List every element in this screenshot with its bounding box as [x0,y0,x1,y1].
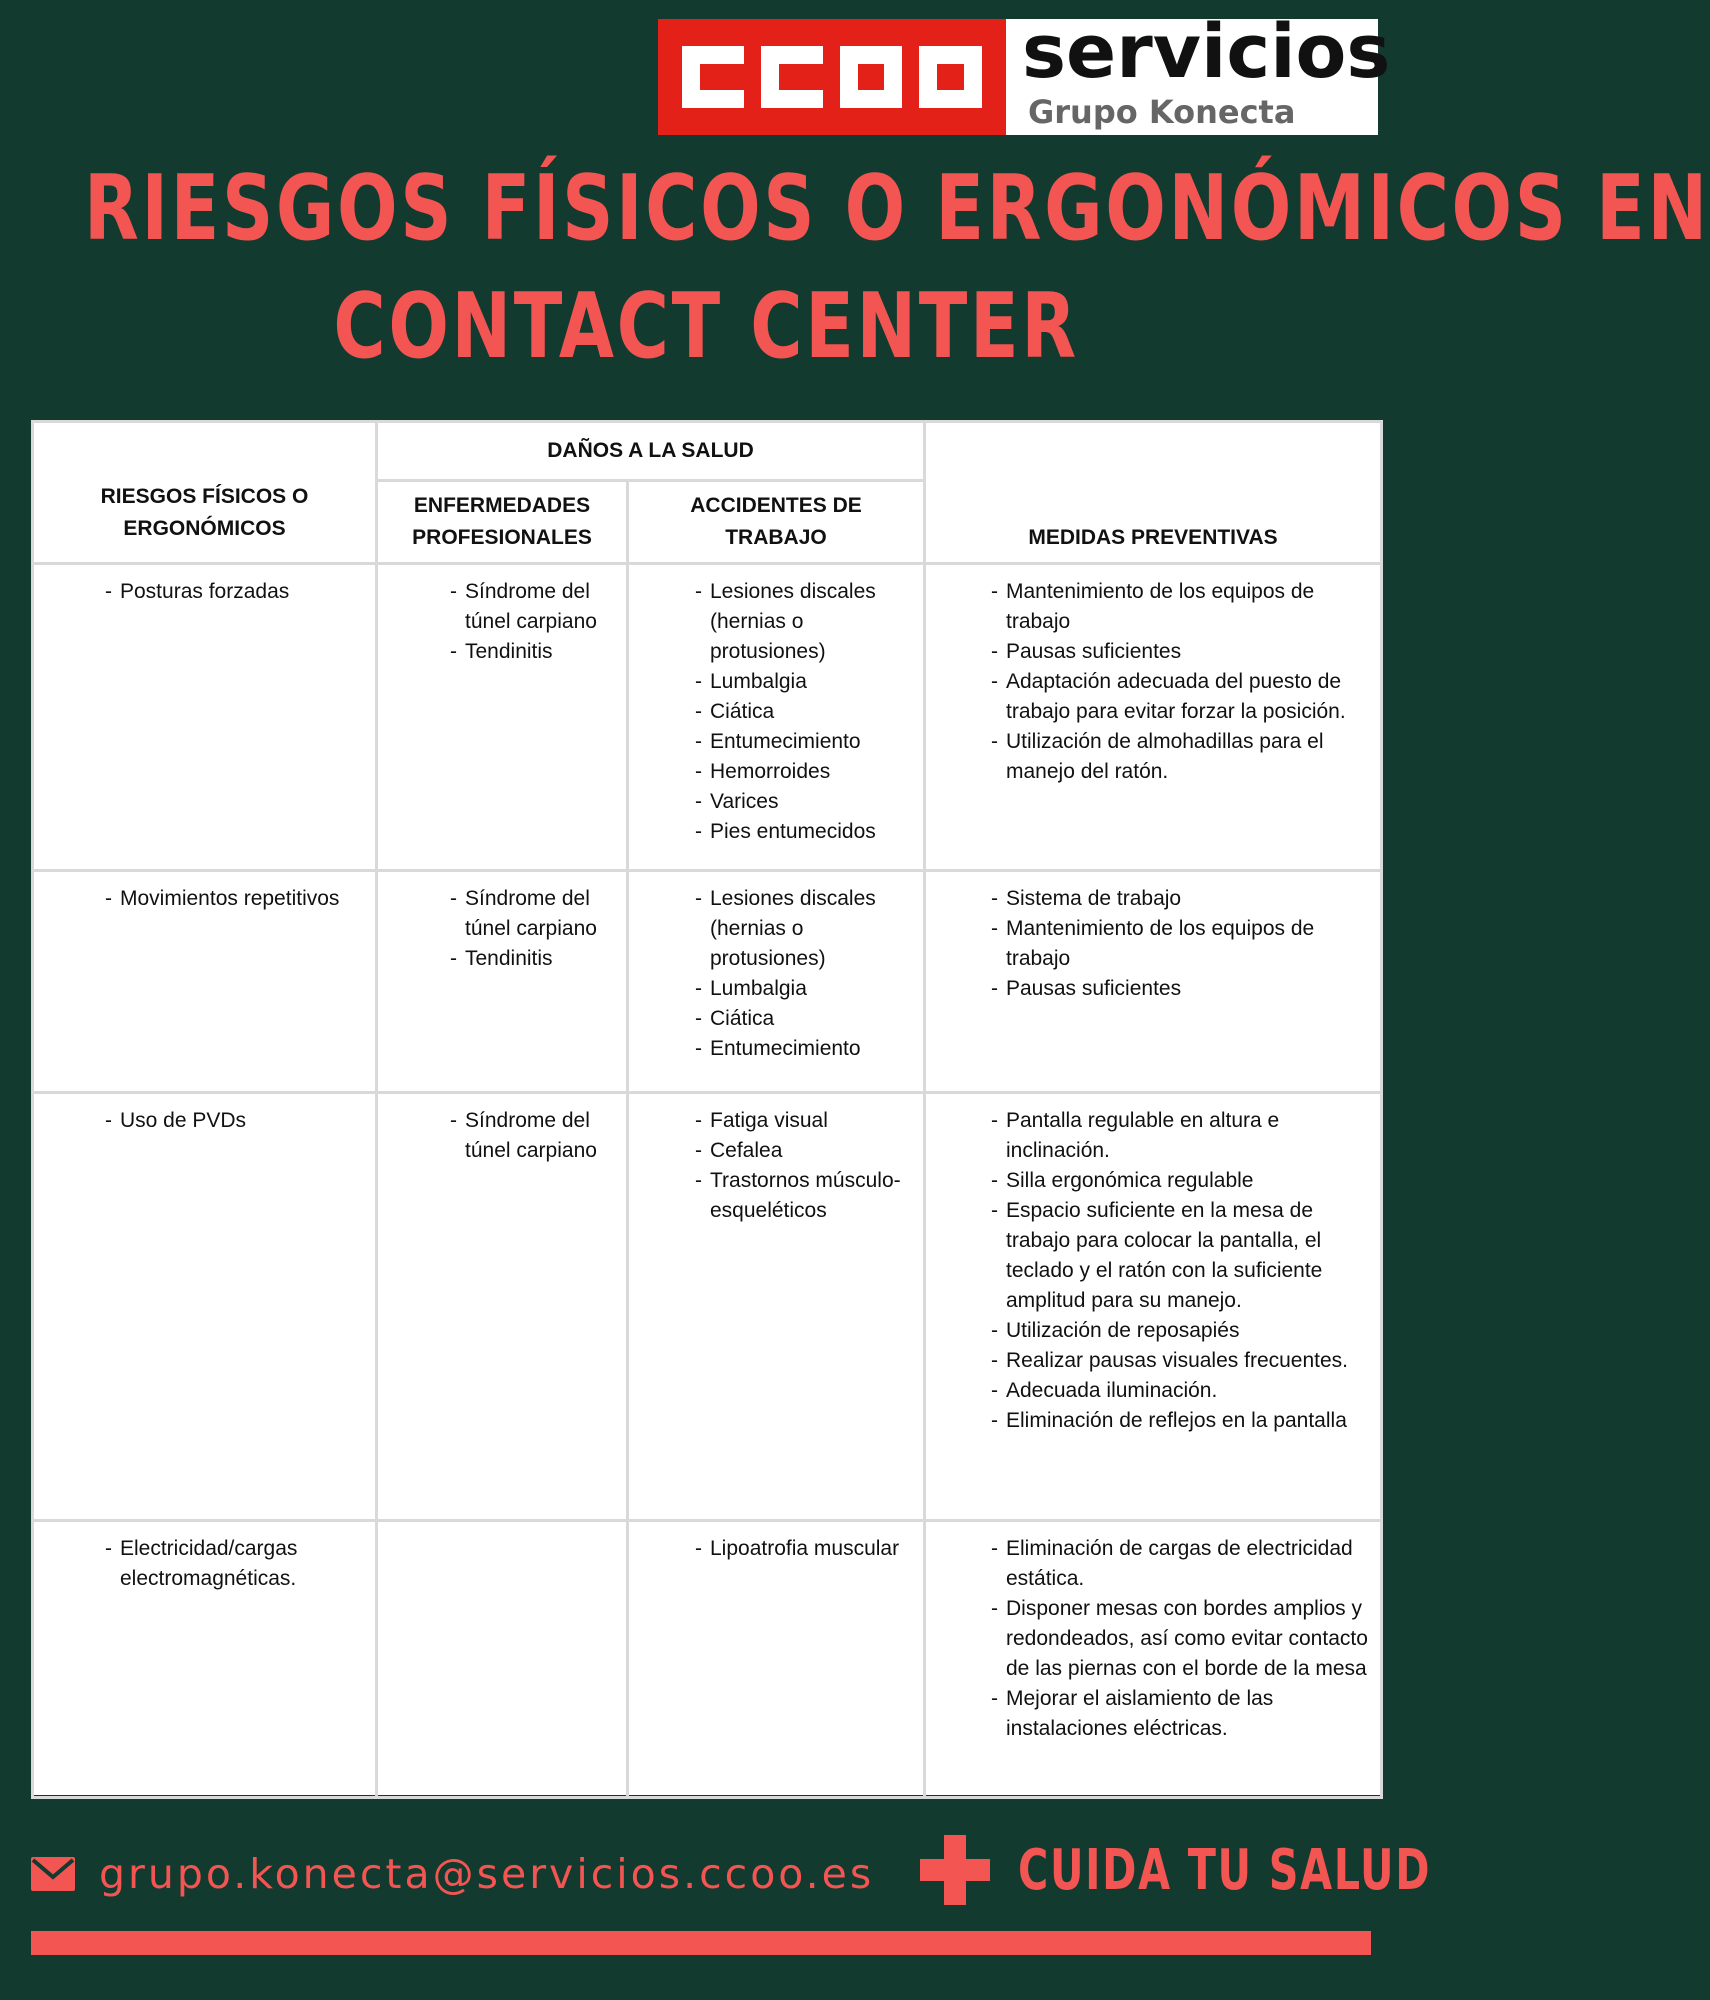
risk-cell [33,871,377,1093]
risk-table [31,420,1383,1799]
list-item: - Lesiones discales (hernias o protusiones) [695,884,913,974]
list-item: - Posturas forzadas [105,577,365,607]
list-item: - Tendinitis [450,637,616,667]
header-measures: MEDIDAS PREVENTIVAS [925,422,1382,564]
risk-cell [33,564,377,871]
ccoo-letters-icon [682,46,982,108]
list-item: - Adecuada iluminación. [991,1376,1370,1406]
header-risks [33,422,377,564]
table-row [33,871,1382,1093]
measures-cell [925,1521,1382,1798]
list-item: - Ciática [695,1004,913,1034]
list-item: - Entumecimiento [695,1034,913,1064]
cross-icon [920,1835,990,1905]
list-item: - Tendinitis [450,944,616,974]
diseases-list [450,884,616,974]
diseases-cell [377,1093,628,1521]
logo-subtitle: Grupo Konecta [1028,93,1296,131]
risk-list [105,1534,365,1594]
accidents-list [695,1106,913,1226]
slogan-text: CUIDA TU SALUD [1018,1837,1432,1903]
header-accidents [628,481,925,564]
list-item: - Pausas suficientes [991,637,1370,667]
header-diseases [377,481,628,564]
measures-list [991,884,1370,1004]
list-item: - Adaptación adecuada del puesto de trabajo para evitar forzar la posición. [991,667,1370,727]
accidents-cell [628,1521,925,1798]
accidents-cell [628,871,925,1093]
measures-cell [925,564,1382,871]
list-item: - Mejorar el aislamiento de las instalaciones eléctricas. [991,1684,1370,1744]
list-item: - Ciática [695,697,913,727]
accidents-list [695,577,913,847]
list-item: - Pantalla regulable en altura e inclinación. [991,1106,1370,1166]
list-item: - Síndrome del túnel carpiano [450,577,616,637]
risk-cell [33,1521,377,1798]
mail-icon [31,1857,75,1891]
header-risks-label: RIESGOS FÍSICOS O ERGONÓMICOS [100,484,309,540]
list-item: - Disponer mesas con bordes amplios y redondeados, así como evitar contacto de las piernas con el borde de la mesa [991,1594,1370,1684]
risk-list [105,1106,365,1136]
list-item: - Realizar pausas visuales frecuentes. [991,1346,1370,1376]
list-item: - Electricidad/cargas electromagnéticas. [105,1534,365,1594]
accidents-list [695,1534,913,1564]
ccoo-servicios-logo [658,9,1391,135]
measures-cell [925,871,1382,1093]
footer-email[interactable] [31,1839,874,1909]
measures-list [991,577,1370,787]
footer-divider-bar [31,1931,1371,1955]
list-item: - Movimientos repetitivos [105,884,365,914]
list-item: - Mantenimiento de los equipos de trabajo [991,577,1370,637]
risk-list [105,884,365,914]
table-row [33,564,1382,871]
list-item: - Utilización de reposapiés [991,1316,1370,1346]
measures-cell [925,1093,1382,1521]
accidents-list [695,884,913,1064]
list-item: - Lipoatrofia muscular [695,1534,913,1564]
logo-word: servicios [1022,9,1391,95]
diseases-cell [377,564,628,871]
list-item: - Fatiga visual [695,1106,913,1136]
title-line-2: CONTACT CENTER [333,274,1079,379]
list-item: - Pausas suficientes [991,974,1370,1004]
measures-list [991,1106,1370,1436]
ccoo-logo-mark [658,19,1006,135]
risk-table-container [31,420,1380,1795]
list-item: - Lumbalgia [695,974,913,1004]
list-item: - Uso de PVDs [105,1106,365,1136]
list-item: - Lumbalgia [695,667,913,697]
list-item: - Cefalea [695,1136,913,1166]
measures-list [991,1534,1370,1744]
footer-slogan [920,1830,1522,1910]
risk-list [105,577,365,607]
diseases-list [450,577,616,667]
header-damages: DAÑOS A LA SALUD [377,422,925,481]
list-item: - Espacio suficiente en la mesa de trabajo para colocar la pantalla, el teclado y el ratón con la suficiente amplitud para su manejo. [991,1196,1370,1316]
list-item: - Entumecimiento [695,727,913,757]
accidents-cell [628,1093,925,1521]
list-item: - Eliminación de reflejos en la pantalla [991,1406,1370,1436]
list-item: - Lesiones discales (hernias o protusiones) [695,577,913,667]
table-row [33,1093,1382,1521]
list-item: - Silla ergonómica regulable [991,1166,1370,1196]
email-link[interactable]: grupo.konecta@servicios.ccoo.es [99,1850,875,1898]
accidents-cell [628,564,925,871]
list-item: - Trastornos músculo-esqueléticos [695,1166,913,1226]
header-accidents-label: ACCIDENTES DE TRABAJO [690,494,862,549]
list-item: - Pies entumecidos [695,817,913,847]
diseases-list [450,1106,616,1166]
diseases-cell [377,871,628,1093]
list-item: - Síndrome del túnel carpiano [450,1106,616,1166]
header-diseases-label: ENFERMEDADES PROFESIONALES [412,494,592,549]
diseases-cell [377,1521,628,1798]
list-item: - Mantenimiento de los equipos de trabajo [991,914,1370,974]
risk-cell [33,1093,377,1521]
list-item: - Sistema de trabajo [991,884,1370,914]
list-item: - Hemorroides [695,757,913,787]
title-line-1: RIESGOS FÍSICOS O ERGONÓMICOS EN [84,156,1710,261]
table-row [33,1521,1382,1798]
page-title [84,150,1710,386]
servicios-label-box [1006,9,1391,135]
list-item: - Síndrome del túnel carpiano [450,884,616,944]
list-item: - Varices [695,787,913,817]
list-item: - Eliminación de cargas de electricidad estática. [991,1534,1370,1594]
list-item: - Utilización de almohadillas para el manejo del ratón. [991,727,1370,787]
